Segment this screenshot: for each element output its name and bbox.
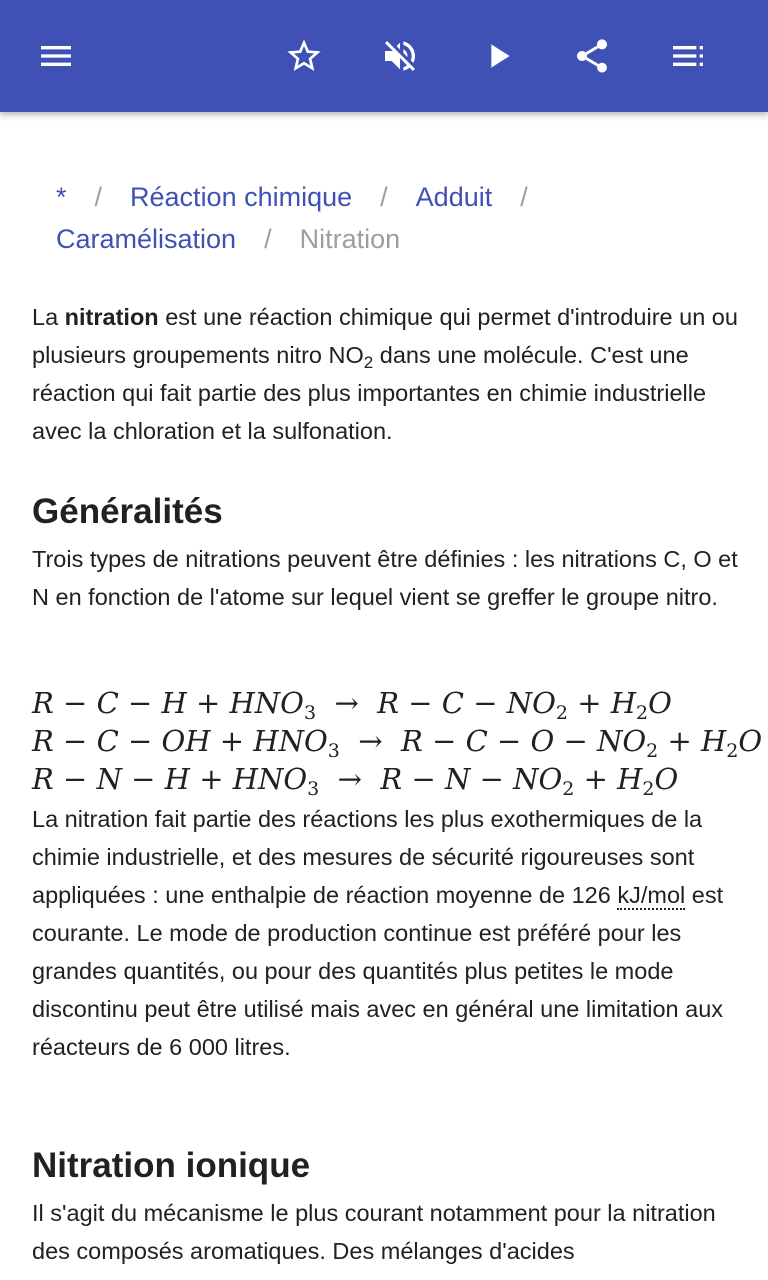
breadcrumb bbox=[56, 176, 746, 260]
breadcrumb-separator: / bbox=[520, 182, 528, 212]
equation-subscript: 2 bbox=[636, 702, 649, 724]
intro-text-start: La bbox=[32, 304, 65, 330]
equation-left: R − N − H + HNO bbox=[32, 762, 308, 796]
breadcrumb-link-adduit[interactable]: Adduit bbox=[415, 182, 493, 212]
equation-subscript: 2 bbox=[562, 778, 575, 800]
equation-arrow: → bbox=[339, 724, 402, 758]
breadcrumb-current: Nitration bbox=[299, 224, 401, 254]
equation-subscript: 3 bbox=[327, 740, 340, 762]
equation-subscript: 2 bbox=[646, 740, 659, 762]
share-button[interactable] bbox=[564, 28, 620, 84]
equation-arrow: → bbox=[319, 762, 381, 796]
equation-left: R − C − OH + HNO bbox=[32, 724, 328, 758]
play-icon bbox=[478, 36, 518, 76]
equation-subscript: 2 bbox=[642, 778, 655, 800]
menu-button[interactable] bbox=[28, 28, 84, 84]
equation-right: R − C − NO bbox=[377, 686, 556, 720]
equation-end: O bbox=[654, 762, 679, 796]
breadcrumb-link-reaction-chimique[interactable]: Réaction chimique bbox=[130, 182, 353, 212]
equation-subscript: 2 bbox=[555, 702, 568, 724]
section1-text-start: La nitration fait partie des réactions les plus exothermiques de la chimie industrielle, et des mesures de sécurité rigoureuses sont appliquées : une enthalpie de réaction moyenne de 126 bbox=[32, 806, 703, 908]
breadcrumb-separator: / bbox=[94, 182, 103, 212]
section2-paragraph: Il s'agit du mécanisme le plus courant notamment pour la nitration des composés aromatiques. Des mélanges d'acides bbox=[32, 1200, 716, 1264]
contents-button[interactable] bbox=[660, 28, 716, 84]
intro-text-end: dans une molécule. C'est une réaction qui fait partie des plus importantes en chimie industrielle avec la chloration et la sulfonation. bbox=[32, 342, 707, 444]
play-button[interactable] bbox=[470, 28, 526, 84]
section-heading-generalites: Généralités bbox=[32, 492, 223, 531]
equation-o-nitration bbox=[32, 722, 762, 760]
breadcrumb-separator: / bbox=[264, 224, 272, 254]
unit-abbreviation[interactable]: kJ/mol bbox=[617, 882, 686, 908]
section1-paragraph: Trois types de nitrations peuvent être définies : les nitrations C, O et N en fonction de l'atome sur lequel vient se greffer le groupe nitro. bbox=[32, 546, 738, 610]
bookmark-button[interactable] bbox=[276, 28, 332, 84]
mute-button[interactable] bbox=[372, 28, 428, 84]
equation-subscript: 3 bbox=[303, 702, 317, 724]
app-bar bbox=[0, 0, 768, 112]
breadcrumb-separator: / bbox=[380, 182, 388, 212]
equation-c-nitration bbox=[32, 684, 672, 722]
equation-end: O bbox=[738, 724, 763, 758]
equation-n-nitration bbox=[32, 760, 678, 798]
equation-tail: + H bbox=[658, 724, 727, 758]
star-icon bbox=[284, 36, 324, 76]
intro-text-middle: est une réaction chimique qui permet d'introduire un ou plusieurs groupements nitro NO bbox=[32, 304, 738, 368]
section1-paragraph-2 bbox=[32, 800, 744, 1066]
equation-end: O bbox=[648, 686, 672, 720]
breadcrumb-home-link[interactable]: * bbox=[56, 182, 67, 212]
equation-left: R − C − H + HNO bbox=[32, 686, 304, 720]
equation-subscript: 2 bbox=[726, 740, 739, 762]
article-content bbox=[0, 112, 768, 1280]
equation-tail: + H bbox=[574, 762, 643, 796]
intro-paragraph bbox=[32, 298, 744, 450]
breadcrumb-link-caramelisation[interactable]: Caramélisation bbox=[56, 224, 237, 254]
list-icon bbox=[668, 36, 708, 76]
share-icon bbox=[572, 36, 612, 76]
intro-bold-term: nitration bbox=[64, 304, 159, 330]
equation-right: R − N − NO bbox=[380, 762, 563, 796]
equation-arrow: → bbox=[316, 686, 378, 720]
section-heading-nitration-ionique: Nitration ionique bbox=[32, 1146, 311, 1185]
equation-tail: + H bbox=[567, 686, 637, 720]
equation-subscript: 3 bbox=[307, 778, 320, 800]
menu-icon bbox=[36, 36, 76, 76]
volume-off-icon bbox=[380, 36, 420, 76]
equation-right: R − C − O − NO bbox=[401, 724, 647, 758]
intro-subscript: 2 bbox=[363, 353, 374, 372]
section1-text-end: est courante. Le mode de production continue est préféré pour les grandes quantités, ou pour des quantités plus petites le mode discontinu peut être utilisé mais avec en général une limitation aux réacteurs de 6 000 litres. bbox=[32, 882, 724, 1060]
